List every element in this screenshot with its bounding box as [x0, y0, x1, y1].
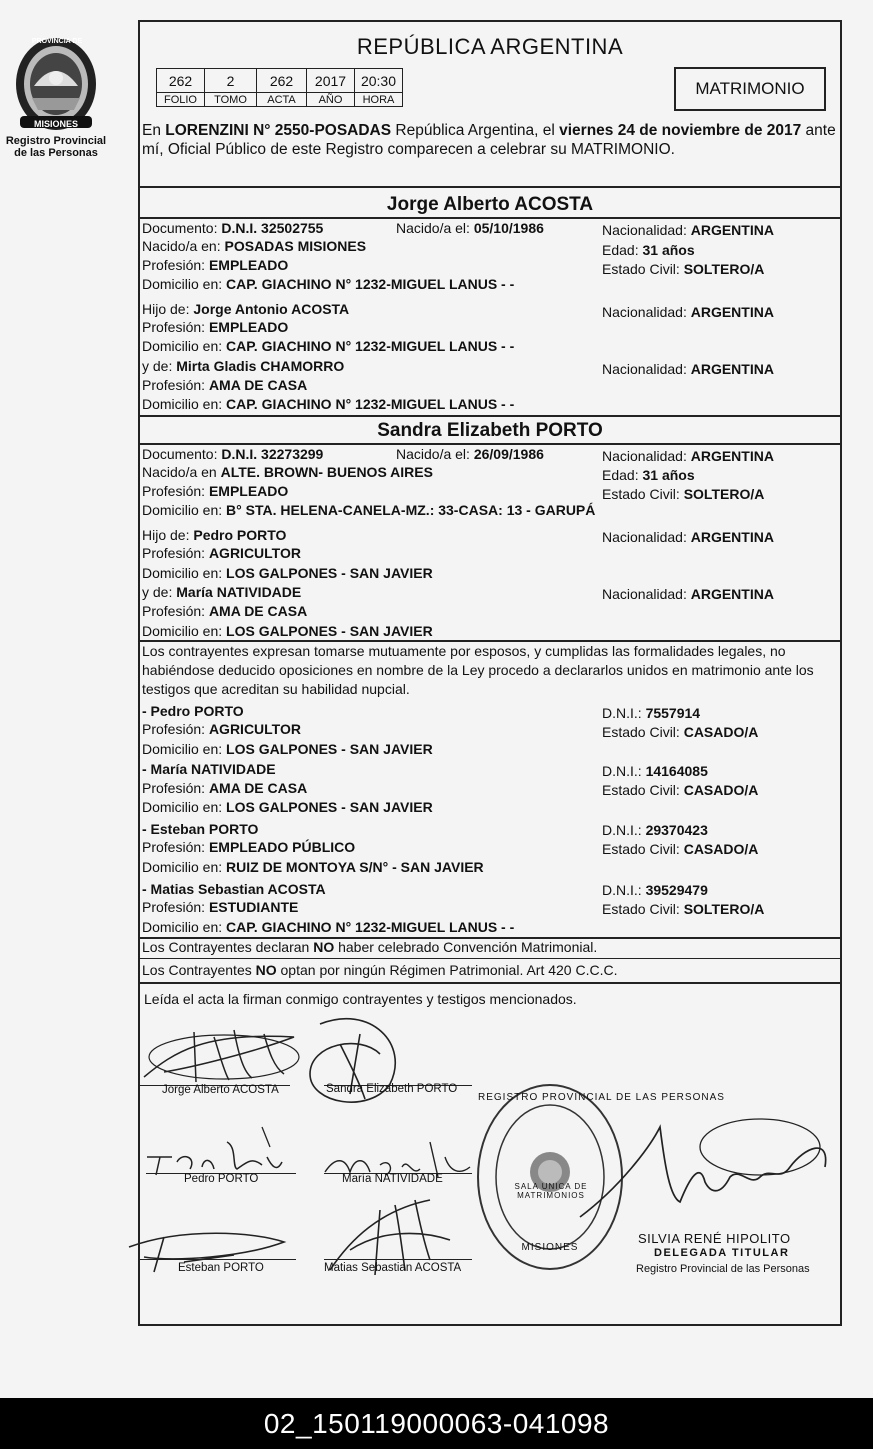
hour-value: 20:30 [355, 69, 403, 93]
witness-2-dni: D.N.I.: 14164085 [602, 763, 708, 779]
divider [140, 443, 840, 445]
barcode-id-bar: 02_150119000063-041098 [0, 1398, 873, 1449]
acta-label: ACTA [257, 93, 307, 107]
hour-label: HORA [355, 93, 403, 107]
witness-1-signature-scribble [142, 1127, 292, 1177]
bride-civil-status: Estado Civil: SOLTERO/A [602, 486, 765, 502]
groom-mother: y de: Mirta Gladis CHAMORRO [142, 358, 345, 374]
groom-mother-profession: Profesión: AMA DE CASA [142, 377, 308, 393]
registry-boxes [156, 68, 403, 107]
signature-line [324, 1259, 472, 1260]
witness-1-signature-label: Pedro PORTO [184, 1173, 259, 1185]
groom-profession: Profesión: EMPLEADO [142, 257, 289, 273]
divider [140, 982, 840, 984]
witness-4-signature-label: Matias Sebastian ACOSTA [324, 1262, 462, 1274]
year-label: AÑO [307, 93, 355, 107]
divider [140, 415, 840, 417]
tomo-value: 2 [205, 69, 257, 93]
witness-4-name: - Matias Sebastian ACOSTA [142, 881, 326, 897]
witness-4-dni: D.N.I.: 39529479 [602, 882, 708, 898]
acta-value: 262 [257, 69, 307, 93]
witness-2-address: Domicilio en: LOS GALPONES - SAN JAVIER [142, 799, 433, 815]
witness-1-name: - Pedro PORTO [142, 703, 244, 719]
bride-mother-nationality: Nacionalidad: ARGENTINA [602, 586, 774, 602]
bride-mother-address: Domicilio en: LOS GALPONES - SAN JAVIER [142, 623, 433, 639]
groom-signature-label: Jorge Alberto ACOSTA [162, 1084, 279, 1096]
groom-mother-nationality: Nacionalidad: ARGENTINA [602, 361, 774, 377]
official-name: SILVIA RENÉ HIPOLITO [638, 1231, 791, 1246]
witness-4-civil: Estado Civil: SOLTERO/A [602, 901, 765, 917]
groom-document: Documento: D.N.I. 32502755 [142, 220, 324, 236]
witness-3-name: - Esteban PORTO [142, 821, 259, 837]
witness-3-address: Domicilio en: RUIZ DE MONTOYA S/N° - SAN JAVIER [142, 859, 484, 875]
bride-age: Edad: 31 años [602, 467, 695, 483]
act-type-box: MATRIMONIO [674, 67, 826, 111]
witness-3-signature-label: Esteban PORTO [178, 1262, 264, 1274]
bride-nationality: Nacionalidad: ARGENTINA [602, 448, 774, 464]
witness-3-civil: Estado Civil: CASADO/A [602, 841, 759, 857]
bride-birthdate: Nacido/a el: 26/09/1986 [396, 446, 544, 462]
groom-address: Domicilio en: CAP. GIACHINO N° 1232-MIGUEL LANUS - - [142, 276, 515, 292]
witness-1-profession: Profesión: AGRICULTOR [142, 721, 301, 737]
groom-mother-address: Domicilio en: CAP. GIACHINO N° 1232-MIGUEL LANUS - - [142, 396, 515, 412]
misiones-coat-of-arms-logo [14, 36, 98, 132]
declaration-text: Los contrayentes expresan tomarse mutuamente por esposos, y cumplidas las formalidades legales, no habiéndose deducido oposiciones en nombre de la Ley procedo a declararlos unidos en matrimonio ante los testigos que acreditan su habilidad nupcial. [142, 643, 814, 697]
witness-1-address: Domicilio en: LOS GALPONES - SAN JAVIER [142, 741, 433, 757]
regime-line: Los Contrayentes NO optan por ningún Régimen Patrimonial. Art 420 C.C.C. [142, 962, 618, 978]
groom-father-address: Domicilio en: CAP. GIACHINO N° 1232-MIGUEL LANUS - - [142, 338, 515, 354]
witness-3-profession: Profesión: EMPLEADO PÚBLICO [142, 839, 356, 855]
country-title: REPÚBLICA ARGENTINA [356, 34, 624, 59]
logo-arc-bottom: MISIONES [33, 119, 78, 129]
bride-father-profession: Profesión: AGRICULTOR [142, 545, 301, 561]
certificate-frame [138, 20, 842, 1326]
witness-1-civil: Estado Civil: CASADO/A [602, 724, 759, 740]
groom-age: Edad: 31 años [602, 242, 695, 258]
bride-mother-profession: Profesión: AMA DE CASA [142, 603, 308, 619]
official-title: DELEGADA TITULAR [654, 1247, 790, 1259]
bride-father-nationality: Nacionalidad: ARGENTINA [602, 529, 774, 545]
tomo-label: TOMO [205, 93, 257, 107]
bride-address: Domicilio en: B° STA. HELENA-CANELA-MZ.: 33-CASA: 13 - GARUPÁ [142, 502, 596, 518]
intro-paragraph: En LORENZINI N° 2550-POSADAS República Argentina, el viernes 24 de noviembre de 2017 ante mí, Oficial Público de este Registro comparecen a celebrar su MATRIMONIO. [142, 122, 836, 158]
witness-2-name: - María NATIVIDADE [142, 761, 276, 777]
bride-mother: y de: María NATIVIDADE [142, 584, 302, 600]
witness-2-profession: Profesión: AMA DE CASA [142, 780, 308, 796]
groom-birthdate: Nacido/a el: 05/10/1986 [396, 220, 544, 236]
groom-father-nationality: Nacionalidad: ARGENTINA [602, 304, 774, 320]
bride-father-address: Domicilio en: LOS GALPONES - SAN JAVIER [142, 565, 433, 581]
convention-line: Los Contrayentes declaran NO haber celebrado Convención Matrimonial. [142, 939, 598, 955]
bride-father: Hijo de: Pedro PORTO [142, 527, 287, 543]
year-value: 2017 [307, 69, 355, 93]
bride-profession: Profesión: EMPLEADO [142, 483, 289, 499]
logo-caption-line2: de las Personas [14, 147, 98, 159]
groom-father: Hijo de: Jorge Antonio ACOSTA [142, 301, 350, 317]
divider [140, 958, 840, 959]
groom-name-heading: Jorge Alberto ACOSTA [386, 194, 594, 215]
intro-date: viernes 24 de noviembre de 2017 [559, 122, 802, 139]
groom-birthplace: Nacido/a en: POSADAS MISIONES [142, 238, 367, 254]
logo-caption-line1: Registro Provincial [5, 135, 107, 147]
folio-value: 262 [157, 69, 205, 93]
witness-4-profession: Profesión: ESTUDIANTE [142, 899, 299, 915]
bride-signature-scribble [290, 1004, 430, 1124]
logo-caption [0, 135, 112, 159]
official-signature-scribble [560, 1107, 840, 1227]
groom-father-profession: Profesión: EMPLEADO [142, 319, 289, 335]
seal-ring-text: REGISTRO PROVINCIAL DE LAS PERSONAS [478, 1092, 725, 1103]
bride-name-heading: Sandra Elizabeth PORTO [377, 420, 603, 441]
signature-line [140, 1259, 296, 1260]
witness-1-dni: D.N.I.: 7557914 [602, 705, 701, 721]
witness-2-civil: Estado Civil: CASADO/A [602, 782, 759, 798]
divider [140, 217, 840, 219]
groom-civil-status: Estado Civil: SOLTERO/A [602, 261, 765, 277]
seal-bottom-text: MISIONES [521, 1242, 579, 1253]
folio-label: FOLIO [157, 93, 205, 107]
groom-signature-scribble [134, 1012, 314, 1092]
seal-center-text: SALA UNICA DE MATRIMONIOS [514, 1182, 588, 1200]
intro-place: LORENZINI N° 2550-POSADAS [165, 122, 392, 139]
witness-3-dni: D.N.I.: 29370423 [602, 822, 708, 838]
bride-birthplace: Nacido/a en ALTE. BROWN- BUENOS AIRES [142, 464, 433, 480]
divider [140, 186, 840, 188]
logo-arc-top: PROVINCIA DE [31, 38, 83, 45]
witness-4-address: Domicilio en: CAP. GIACHINO N° 1232-MIGUEL LANUS - - [142, 919, 515, 935]
groom-nationality: Nacionalidad: ARGENTINA [602, 222, 774, 238]
official-office: Registro Provincial de las Personas [636, 1263, 810, 1275]
bride-signature-label: Sandra Elizabeth PORTO [326, 1083, 458, 1095]
signatures-intro: Leída el acta la firman conmigo contrayentes y testigos mencionados. [144, 991, 577, 1007]
bride-document: Documento: D.N.I. 32273299 [142, 446, 324, 462]
witness-2-signature-label: María NATIVIDADE [342, 1173, 443, 1185]
